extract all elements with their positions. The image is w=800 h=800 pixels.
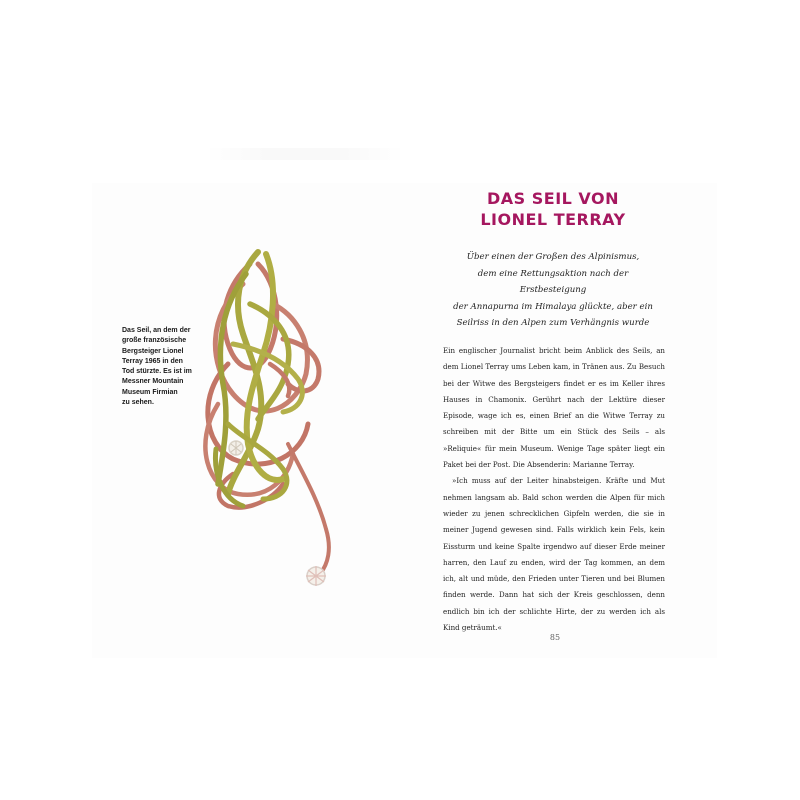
rope-photo xyxy=(188,244,338,596)
chapter-title: DAS SEIL VON LIONEL TERRAY xyxy=(480,189,626,229)
rope-end-top xyxy=(229,441,243,455)
photo-caption: Das Seil, an dem der große französische Bergsteiger Lionel Terray 1965 in den Tod stürzte. Es ist im Messner Mountain Museum Firmian zu sehen. xyxy=(122,327,192,407)
body-paragraph: »Ich muss auf der Leiter hinabsteigen. Kräfte und Mut nehmen langsam ab. Bald schon werden die Alpen für mich wieder zu jenen schrecklichen Gipfeln werden, die sie in meiner Jugend gewesen sind. Falls wirklich kein Fels, kein Eissturm und keine Spalte irgendwo auf dieser Erde meiner harren, den Lauf zu enden, wird der Tag kommen, an dem ich, alt und müde, den Frieden unter Tieren und bei Blumen finden werde. Dann hat sich der Kreis geschlossen, denn endlich bin ich der schlichte Hirte, der zu werden ich als Kind geträumt.« xyxy=(443,476,665,633)
faint-page-shadow xyxy=(205,148,405,160)
page-number: 85 xyxy=(549,633,561,642)
chapter-subtitle: Über einen der Großen des Alpinismus, dem eine Rettungsaktion nach der Erstbesteigung der Annapurna im Himalaya glückte, aber ein Seilriss in den Alpen zum Verhängnis wurde xyxy=(453,252,653,328)
body-paragraph: Ein englischer Journalist bricht beim Anblick des Seils, an dem Lionel Terray ums Leben kam, in Tränen aus. Zu Besuch bei der Witwe des Bergsteigers findet er es im Keller ihres Hauses in Chamonix. Gerührt nach der Lektüre dieser Episode, wage ich es, einen Brief an die Witwe Terray zu schreiben mit der Bitte um ein Stück des Seils – als »Reliquie« für mein Museum. Wenige Tage später liegt ein Paket bei der Post. Die Absenderin: Marianne Terray. xyxy=(443,346,665,470)
body-text xyxy=(443,343,665,636)
